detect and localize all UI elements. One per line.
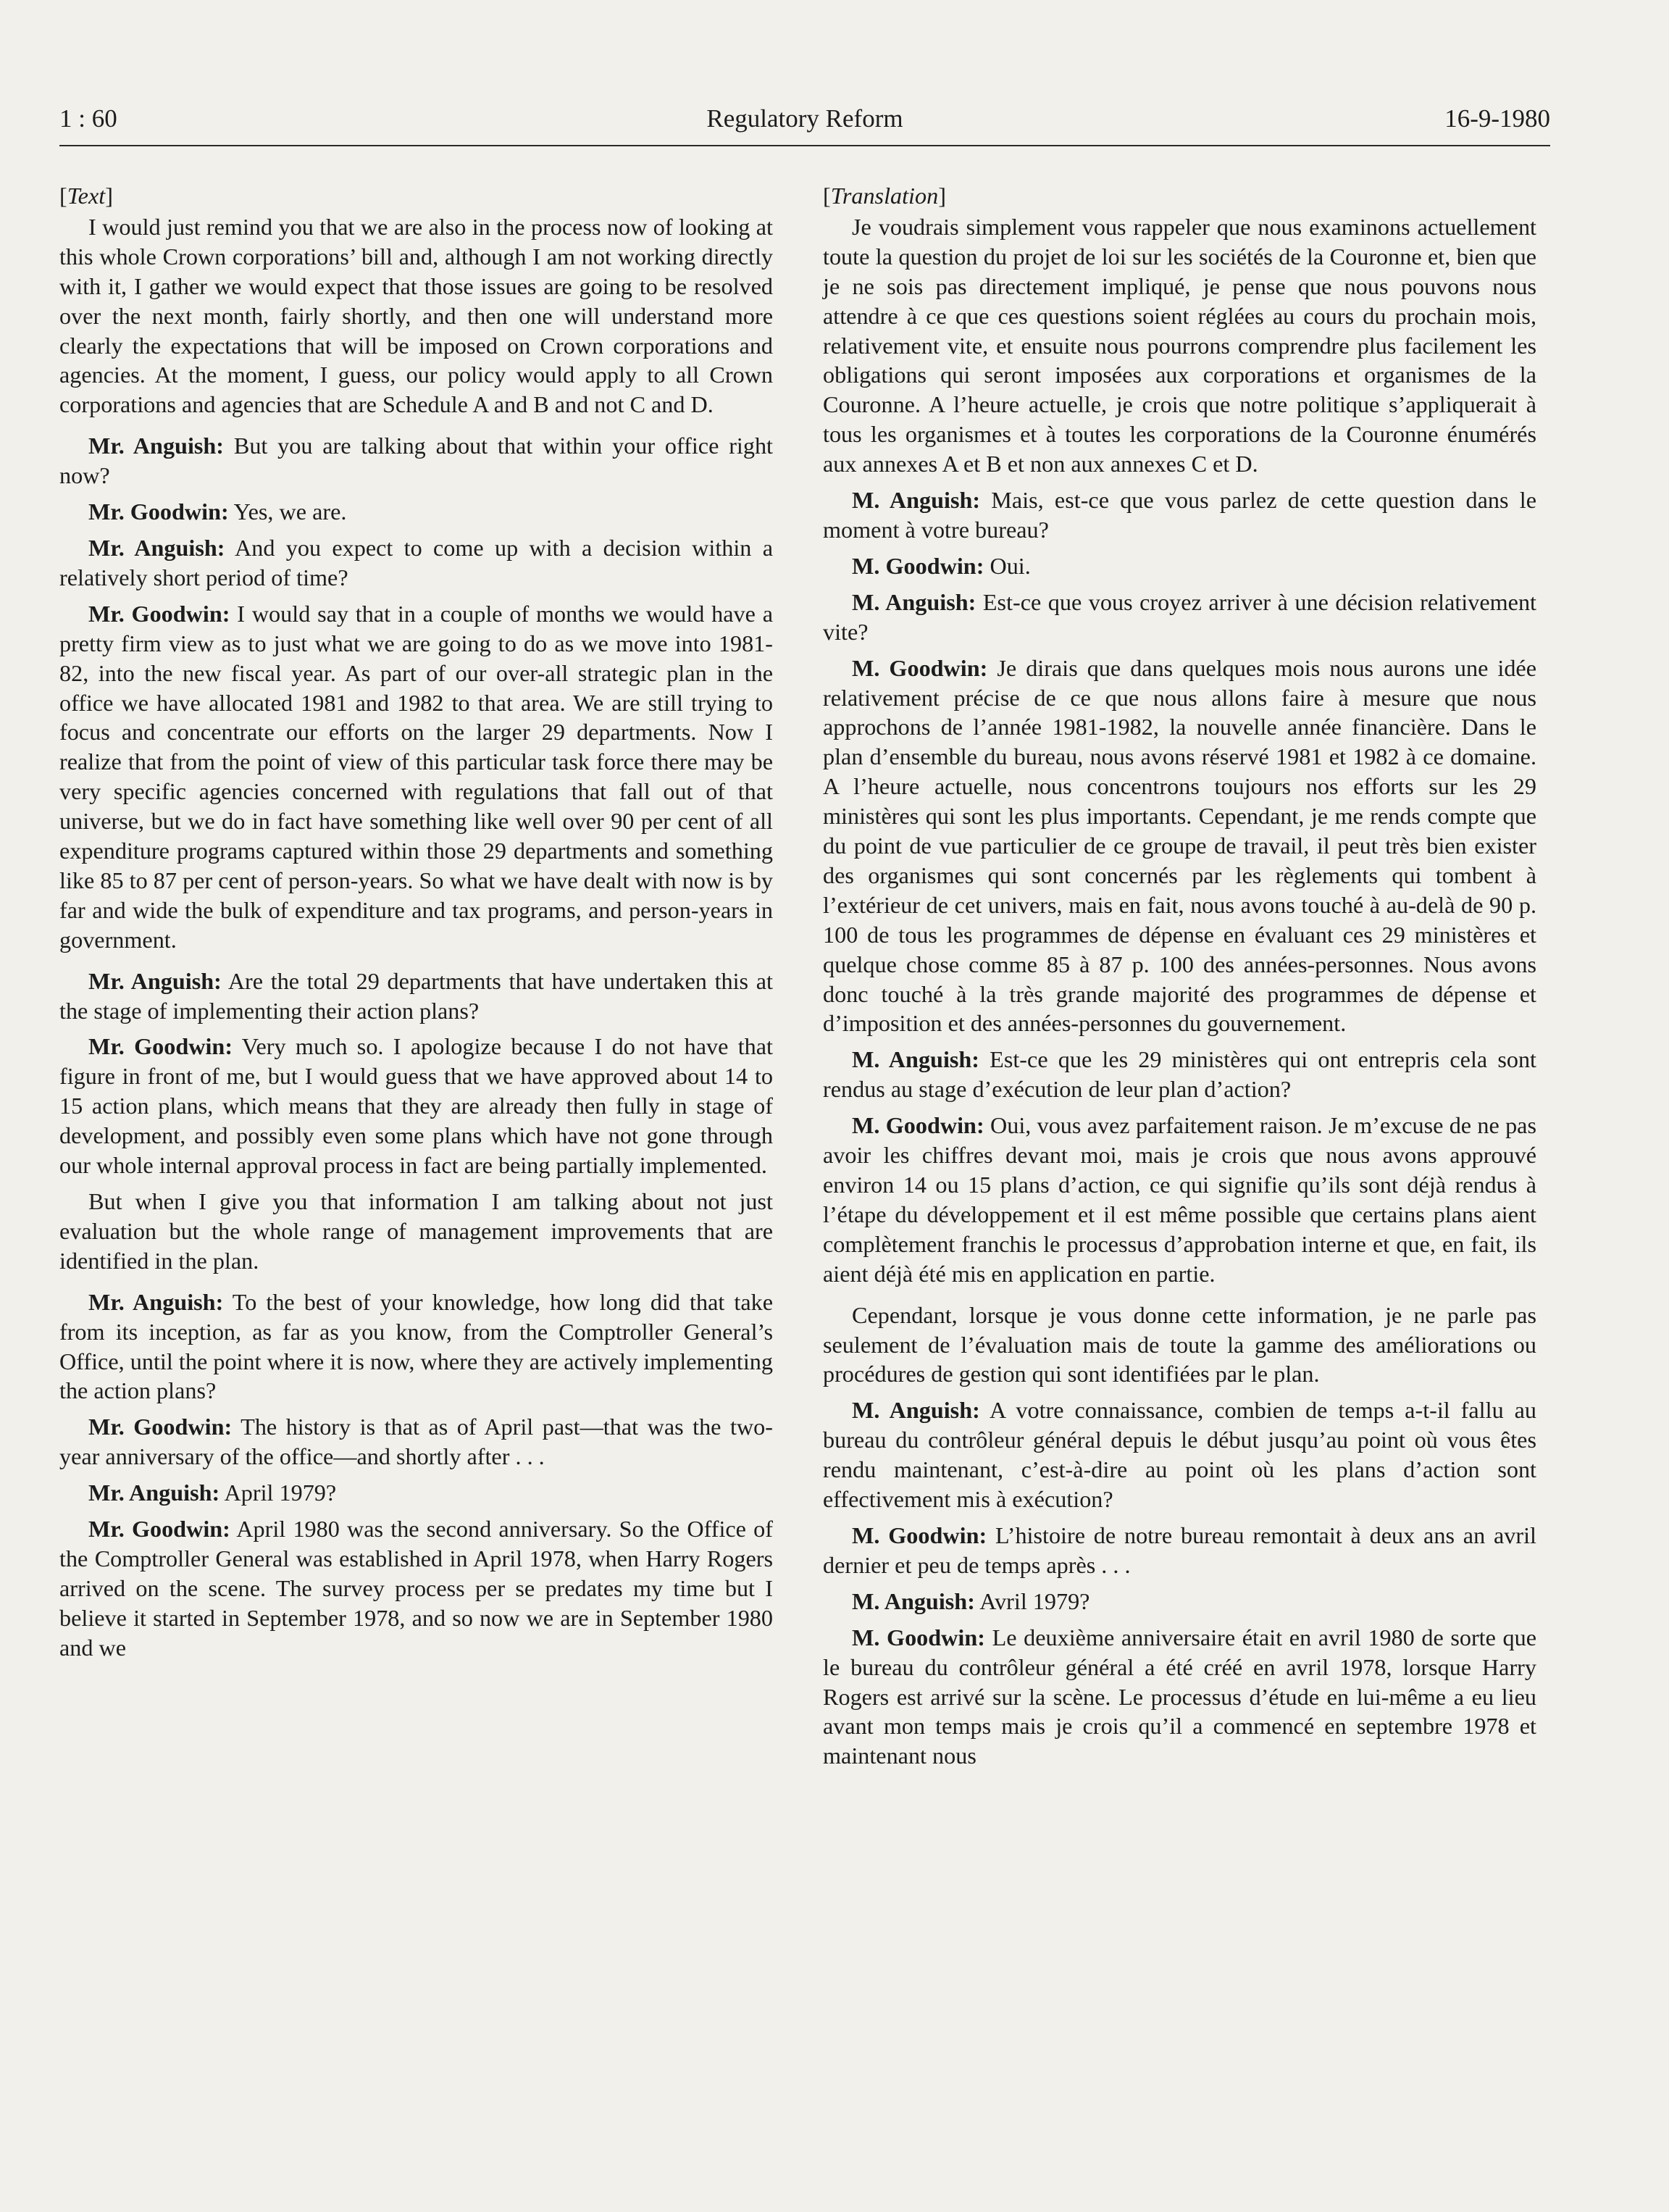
speech-paragraph bbox=[59, 1287, 773, 1406]
page-header bbox=[59, 104, 1550, 145]
speech-text: A votre connaissance, combien de temps a-t-il fallu au bureau du contrôleur général depuis le début jusqu’au point où vous êtes rendu maintenant, c’est-à-dire au point où les plans d’action sont effectivement mis à exécution? bbox=[823, 1397, 1536, 1513]
speech-text: Le deuxième anniversaire était en avril 1980 de sorte que le bureau du contrôleur général a été créé en avril 1978, lorsque Harry Rogers est arrivé sur la scène. Le processus d’étude en lui-même a eu lieu avant mon temps mais je crois qu’il a commencé en septembre 1978 et maintenant nous bbox=[823, 1624, 1536, 1769]
speaker-name: Mr. Goodwin: bbox=[88, 1516, 230, 1543]
speech-text: Je dirais que dans quelques mois nous aurons une idée relativement précise de ce que nous allons faire à mesure que nous approchons de l’année 1981-1982, la nouvelle année financière. Dans le plan d’ensemble du bureau, nous avons réservé 1981 et 1982 à ce domaine. A l’heure actuelle, nous concentrons toujours nos efforts sur les 29 ministères qui sont les plus importants. Cependant, je me rends compte que du point de vue particulier de ce groupe de travail, il peut très bien exister des organismes qui sont concernés par les règlements qui tombent à l’extérieur de cet univers, mais en fait, nous avons touché à au-delà de 90 p. 100 de tous les programmes de dépense en évaluant ces 29 ministères et quelque chose comme 85 à 87 p. 100 des années-personnes. Nous avons donc touché à la très grande majorité des programmes de dépense et d’imposition et des années-personnes du gouvernement. bbox=[823, 654, 1536, 1037]
speech-paragraph bbox=[823, 1111, 1536, 1288]
translation-label: [Translation] bbox=[823, 183, 946, 209]
page-title: Regulatory Reform bbox=[706, 104, 903, 133]
speaker-name: M. Goodwin: bbox=[852, 552, 984, 579]
speech-text: Mais, est-ce que vous parlez de cette question dans le moment à votre bureau? bbox=[823, 487, 1536, 543]
speech-paragraph bbox=[823, 485, 1536, 545]
speech-text: Avril 1979? bbox=[974, 1587, 1090, 1614]
speech-paragraph bbox=[59, 1514, 773, 1663]
speech-text: April 1980 was the second anniversary. So the Office of the Comptroller General was established in April 1978, when Harry Rogers arrived on the scene. The survey process per se predates my time but I believe it started in September 1978, and so now we are in September 1980 and we bbox=[59, 1516, 773, 1661]
speech-text: Are the total 29 departments that have undertaken this at the stage of implementing their action plans? bbox=[59, 967, 774, 1024]
speech-text: But you are talking about that within your office right now? bbox=[59, 433, 773, 489]
speech-paragraph bbox=[59, 431, 773, 491]
page-number: 1 : 60 bbox=[59, 104, 117, 133]
speech-text: April 1979? bbox=[219, 1479, 337, 1506]
speech-paragraph bbox=[59, 599, 773, 955]
speech-paragraph bbox=[59, 1412, 773, 1472]
speaker-name: M. Anguish: bbox=[852, 1046, 980, 1073]
speech-text: And you expect to come up with a decision within a relatively short period of time? bbox=[59, 534, 773, 590]
speech-text: Very much so. I apologize because I do not have that figure in front of me, but I would guess that we have approved about 14 to 15 action plans, which means that they are already then fully in stage of development, and possibly even some plans which have not gone through our whole internal approval process in fact are being partially implemented. bbox=[59, 1033, 773, 1179]
speech-paragraph bbox=[823, 588, 1536, 647]
speaker-name: Mr. Anguish: bbox=[88, 1288, 224, 1315]
speech-text: Oui. bbox=[984, 552, 1031, 579]
french-column bbox=[823, 181, 1536, 1777]
speech-paragraph bbox=[823, 1521, 1536, 1580]
speaker-name: Mr. Goodwin: bbox=[88, 498, 229, 525]
speaker-name: M. Anguish: bbox=[852, 1397, 980, 1424]
english-column bbox=[59, 181, 773, 1669]
speaker-name: Mr. Goodwin: bbox=[88, 1414, 233, 1440]
translation-label-word: Translation bbox=[830, 183, 939, 209]
speech-paragraph bbox=[59, 967, 773, 1026]
speaker-name: M. Goodwin: bbox=[852, 1624, 985, 1650]
speaker-name: Mr. Anguish: bbox=[88, 967, 222, 994]
speaker-name: M. Goodwin: bbox=[852, 1112, 984, 1139]
speech-text: To the best of your knowledge, how long did that take from its inception, as far as you know, from the Comptroller General’s Office, until the point where it is now, where they are actively implementing the action plans? bbox=[59, 1288, 773, 1404]
header-date: 16-9-1980 bbox=[1444, 104, 1550, 133]
speech-text: Est-ce que les 29 ministères qui ont entrepris cela sont rendus au stage d’exécution de leur plan d’action? bbox=[823, 1046, 1536, 1103]
header-rule bbox=[59, 145, 1550, 146]
speech-paragraph bbox=[59, 1032, 773, 1180]
speech-paragraph bbox=[59, 497, 773, 527]
speech-paragraph bbox=[823, 1395, 1536, 1514]
paragraph: I would just remind you that we are also in the process now of looking at this whole Crown corporations’ bill and, although I am not working directly with it, I gather we would expect that those issues are going to be resolved over the next month, fairly shortly, and then one will understand more clearly the expectations that will be imposed on Crown corporations and agencies. At the moment, I guess, our policy would apply to all Crown corporations and agencies that are Schedule A and B and not C and D. bbox=[59, 213, 773, 418]
speech-paragraph bbox=[823, 551, 1536, 581]
speaker-name: M. Goodwin: bbox=[852, 654, 988, 681]
speaker-name: M. Goodwin: bbox=[852, 1522, 987, 1548]
text-label-word: Text bbox=[67, 183, 106, 209]
paragraph: Je voudrais simplement vous rappeler que nous examinons actuellement toute la question du projet de loi sur les sociétés de la Couronne et, bien que je ne sois pas directement impliqué, je pense que nous pouvons nous attendre à ce que ces questions soient réglées au cours du prochain mois, relativement vite, et ensuite nous pourrons comprendre plus facilement les obligations qui seront imposées aux corporations et organismes de la Couronne. A l’heure actuelle, je crois que notre politique s’appliquerait à tous les organismes et à toutes les corporations de la Couronne énumérés aux annexes A et B et non aux annexes C et D. bbox=[823, 213, 1536, 477]
speech-text: Yes, we are. bbox=[228, 498, 347, 525]
speech-text: Oui, vous avez parfaitement raison. Je m’excuse de ne pas avoir les chiffres devant moi, mais je crois que nous avons approuvé environ 14 ou 15 plans d’action, ce qui signifie qu’ils sont déjà rendus à l’étape du développement et il est même possible que certains plans aient complètement franchis le processus d’approbation interne et que, en fait, ils aient déjà été mis en application en partie. bbox=[823, 1112, 1536, 1287]
text-label: [Text] bbox=[59, 183, 113, 209]
speaker-name: M. Anguish: bbox=[852, 1587, 975, 1614]
speech-paragraph bbox=[59, 533, 773, 593]
speech-paragraph bbox=[59, 1478, 773, 1508]
speech-text: The history is that as of April past—that was the two-year anniversary of the office—and shortly after . . . bbox=[59, 1414, 773, 1470]
speaker-name: Mr. Goodwin: bbox=[88, 600, 230, 627]
speech-paragraph bbox=[823, 654, 1536, 1039]
speaker-name: Mr. Anguish: bbox=[88, 433, 225, 459]
speaker-name: M. Anguish: bbox=[852, 588, 976, 615]
speaker-name: Mr. Goodwin: bbox=[88, 1033, 233, 1060]
paragraph: Cependant, lorsque je vous donne cette information, je ne parle pas seulement de l’évaluation mais de toute la gamme des améliorations ou procédures de gestion qui sont identifiées par le plan. bbox=[823, 1301, 1536, 1387]
speaker-name: Mr. Anguish: bbox=[88, 1479, 220, 1506]
speech-paragraph bbox=[823, 1587, 1536, 1616]
paragraph: But when I give you that information I am talking about not just evaluation but the whole range of management improvements that are identified in the plan. bbox=[59, 1188, 773, 1274]
speech-paragraph bbox=[823, 1045, 1536, 1104]
speech-text: Est-ce que vous croyez arriver à une décision relativement vite? bbox=[823, 588, 1536, 645]
speech-text: I would say that in a couple of months we would have a pretty firm view as to just what we are going to do as we move into 1981-82, into the new fiscal year. As part of our over-all strategic plan in the office we have allocated 1981 and 1982 to that area. We are still trying to focus and concentrate our efforts on the larger 29 departments. Now I realize that from the point of view of this particular task force there may be very specific agencies concerned with regulations that fall out of that universe, but we do in fact have something like well over 90 per cent of all expenditure programs captured within those 29 departments and something like 85 to 87 per cent of person-years. So what we have dealt with now is by far and wide the bulk of expenditure and tax programs, and person-years in government. bbox=[59, 600, 773, 953]
speech-paragraph bbox=[823, 1623, 1536, 1771]
speaker-name: Mr. Anguish: bbox=[88, 534, 225, 561]
speaker-name: M. Anguish: bbox=[852, 487, 981, 514]
speech-text: L’histoire de notre bureau remontait à deux ans an avril dernier et peu de temps après . . . bbox=[823, 1522, 1536, 1578]
